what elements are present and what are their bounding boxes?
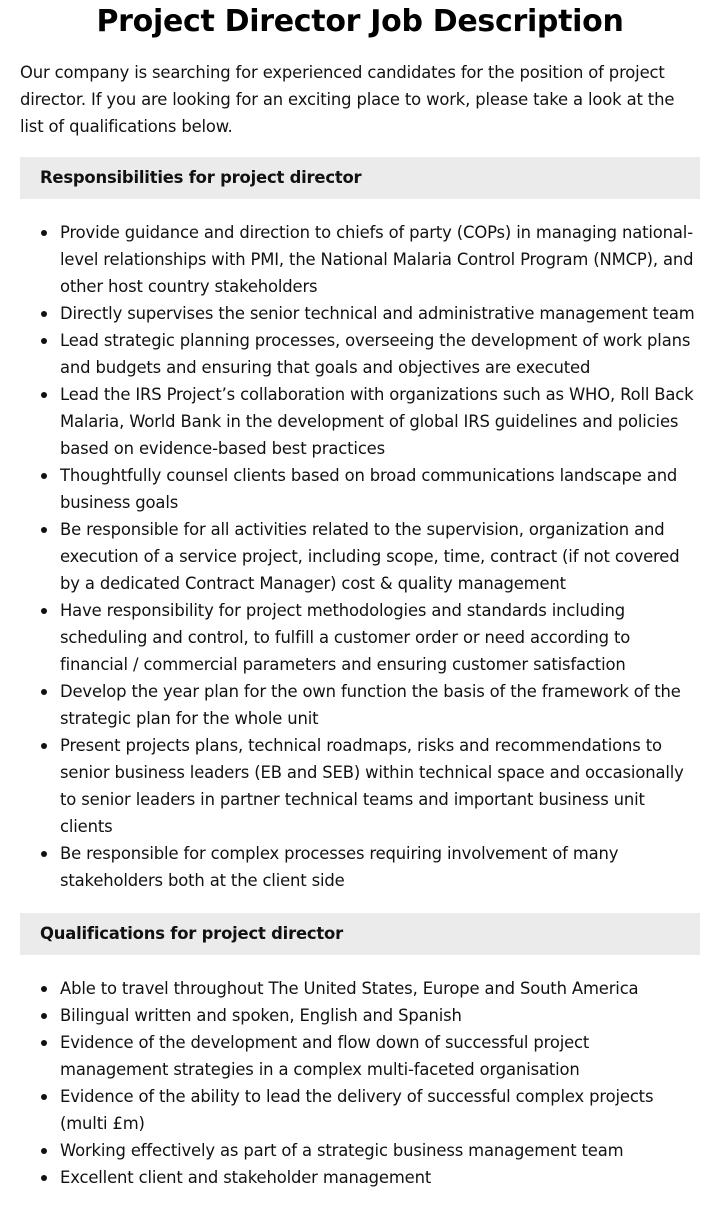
list-item: Working effectively as part of a strategic business management team: [60, 1137, 700, 1164]
list-item: Lead strategic planning processes, overseeing the development of work plans and budgets and ensuring that goals and objectives are executed: [60, 327, 700, 381]
list-item: Lead the IRS Project’s collaboration with organizations such as WHO, Roll Back Malaria, World Bank in the development of global IRS guidelines and policies based on evidence-based best practices: [60, 381, 700, 462]
list-item: Present projects plans, technical roadmaps, risks and recommendations to senior business leaders (EB and SEB) within technical space and occasionally to senior leaders in partner technical teams and important business unit clients: [60, 732, 700, 840]
list-item: Able to travel throughout The United States, Europe and South America: [60, 975, 700, 1002]
responsibilities-heading: Responsibilities for project director: [20, 157, 700, 199]
page-title: Project Director Job Description: [96, 4, 624, 39]
qualifications-list: [20, 975, 700, 1191]
list-item: Provide guidance and direction to chiefs of party (COPs) in managing national-level relationships with PMI, the National Malaria Control Program (NMCP), and other host country stakeholders: [60, 219, 700, 300]
list-item: Have responsibility for project methodologies and standards including scheduling and control, to fulfill a customer order or need according to financial / commercial parameters and ensuring customer satisfaction: [60, 597, 700, 678]
list-item: Be responsible for complex processes requiring involvement of many stakeholders both at the client side: [60, 840, 700, 894]
list-item: Be responsible for all activities related to the supervision, organization and execution of a service project, including scope, time, contract (if not covered by a dedicated Contract Manager) cost & quality management: [60, 516, 700, 597]
qualifications-heading: Qualifications for project director: [20, 913, 700, 955]
list-item: Directly supervises the senior technical and administrative management team: [60, 300, 700, 327]
list-item: Bilingual written and spoken, English and Spanish: [60, 1002, 700, 1029]
list-item: Thoughtfully counsel clients based on broad communications landscape and business goals: [60, 462, 700, 516]
responsibilities-list: [20, 219, 700, 894]
intro-paragraph: Our company is searching for experienced candidates for the position of project director. If you are looking for an exciting place to work, please take a look at the list of qualifications below.: [20, 63, 675, 136]
list-item: Evidence of the development and flow down of successful project management strategies in a complex multi-faceted organisation: [60, 1029, 700, 1083]
list-item: Evidence of the ability to lead the delivery of successful complex projects (multi £m): [60, 1083, 700, 1137]
list-item: Excellent client and stakeholder management: [60, 1164, 700, 1191]
list-item: Develop the year plan for the own function the basis of the framework of the strategic plan for the whole unit: [60, 678, 700, 732]
